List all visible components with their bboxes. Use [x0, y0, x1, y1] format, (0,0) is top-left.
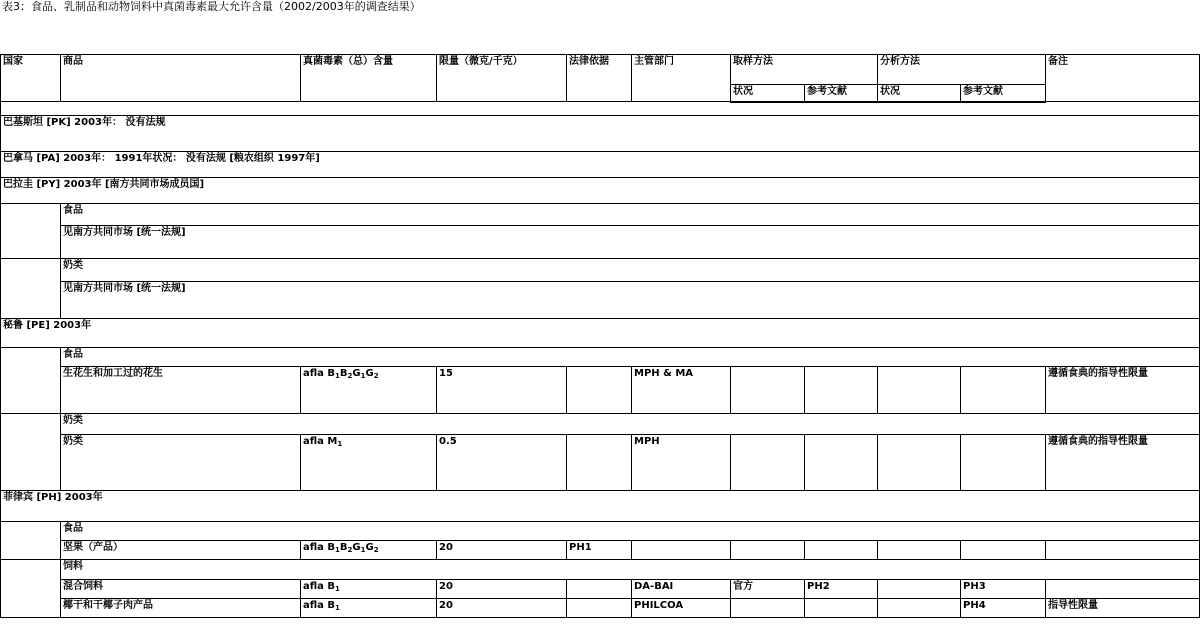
py-food-label-row [1, 204, 1200, 226]
ph-feed-label: 饲料 [61, 560, 1200, 580]
header-analysis-status: 状况 [878, 85, 961, 102]
ph-feed-1-sampling-ref: PH2 [805, 580, 878, 599]
ph-feed-2-sampling-status [731, 599, 805, 618]
ph-feed-label-row [1, 560, 1200, 580]
ph-feed-2-toxin: afla $B_1$ [301, 599, 437, 618]
pe-dairy-limit: 0.5 [437, 435, 567, 491]
pe-food-commodity: 生花生和加工过的花生 [61, 367, 301, 414]
country-ph: 菲律宾 [PH] 2003年 [1, 491, 1200, 522]
header-authority: 主管部门 [632, 55, 731, 102]
header-legal-basis: 法律依据 [567, 55, 632, 102]
ph-feed-1-authority: DA-BAI [632, 580, 731, 599]
py-food-note: 见南方共同市场 [统一法规] [61, 226, 1200, 259]
header-commodity: 商品 [61, 55, 301, 102]
header-sampling-status: 状况 [731, 85, 805, 102]
py-dairy-label-row [1, 259, 1200, 282]
ph-food-legal: PH1 [567, 541, 632, 560]
py-food-label: 食品 [61, 204, 1200, 226]
pe-food-limit: 15 [437, 367, 567, 414]
pe-food-toxin: afla $B_1B_2G_1G_2$ [301, 367, 437, 414]
ph-feed-1-remarks [1046, 580, 1200, 599]
pe-food-data-row [1, 367, 1200, 414]
ph-feed-2-sampling-ref [805, 599, 878, 618]
country-row-ph [1, 491, 1200, 522]
ph-food-commodity: 坚果（产品） [61, 541, 301, 560]
header-analysis-reference: 参考文献 [961, 85, 1046, 102]
pe-dairy-remarks: 遵循食典的指导性限量 [1046, 435, 1200, 491]
ph-feed-2-remarks: 指导性限量 [1046, 599, 1200, 618]
country-pa: 巴拿马 [PA] 2003年： 1991年状况： 没有法规 [粮农组织 1997年] [1, 152, 1200, 178]
header-row [1, 55, 1200, 85]
pe-food-label: 食品 [61, 348, 1200, 367]
country-row-pe [1, 319, 1200, 348]
country-py: 巴拉圭 [PY] 2003年 [南方共同市场成员国] [1, 178, 1200, 204]
ph-food-label-row [1, 522, 1200, 541]
mycotoxin-table [0, 54, 1200, 618]
ph-food-label: 食品 [61, 522, 1200, 541]
pe-dairy-toxin: afla $M_1$ [301, 435, 437, 491]
header-sampling: 取样方法 [731, 55, 878, 85]
pe-dairy-label: 奶类 [61, 414, 1200, 435]
country-row-py [1, 178, 1200, 204]
py-dairy-note: 见南方共同市场 [统一法规] [61, 282, 1200, 319]
ph-feed-2-analysis-ref: PH4 [961, 599, 1046, 618]
ph-food-limit: 20 [437, 541, 567, 560]
header-sampling-reference: 参考文献 [805, 85, 878, 102]
pe-dairy-label-row [1, 414, 1200, 435]
ph-feed-2-limit: 20 [437, 599, 567, 618]
ph-feed-1-commodity: 混合饲料 [61, 580, 301, 599]
pe-food-authority: MPH & MA [632, 367, 731, 414]
table-title: 表3：食品、乳制品和动物饲料中真菌毒素最大允许含量（2002/2003年的调查结果） [2, 0, 421, 13]
ph-feed-2-commodity: 椰干和干椰子肉产品 [61, 599, 301, 618]
ph-food-toxin: afla $B_1B_2G_1G_2$ [301, 541, 437, 560]
header-remarks: 备注 [1046, 55, 1200, 102]
header-country: 国家 [1, 55, 61, 102]
pe-food-label-row [1, 348, 1200, 367]
spacer-row [1, 102, 1200, 116]
country-pe: 秘鲁 [PE] 2003年 [1, 319, 1200, 348]
header-mycotoxin: 真菌毒素（总）含量 [301, 55, 437, 102]
header-limit: 限量（微克/千克） [437, 55, 567, 102]
ph-feed-1-analysis-ref: PH3 [961, 580, 1046, 599]
country-pk: 巴基斯坦 [PK] 2003年： 没有法规 [1, 116, 1200, 152]
ph-feed-1-limit: 20 [437, 580, 567, 599]
ph-feed-1-sampling-status: 官方 [731, 580, 805, 599]
ph-feed-row-1 [1, 580, 1200, 599]
ph-feed-1-toxin: afla $B_1$ [301, 580, 437, 599]
py-dairy-note-row [1, 282, 1200, 319]
ph-feed-row-2 [1, 599, 1200, 618]
pe-dairy-data-row [1, 435, 1200, 491]
pe-food-remarks: 遵循食典的指导性限量 [1046, 367, 1200, 414]
pe-dairy-authority: MPH [632, 435, 731, 491]
pe-dairy-commodity: 奶类 [61, 435, 301, 491]
ph-feed-2-authority: PHILCOA [632, 599, 731, 618]
py-food-note-row [1, 226, 1200, 259]
country-row-pk [1, 116, 1200, 152]
py-dairy-label: 奶类 [61, 259, 1200, 282]
header-analysis: 分析方法 [878, 55, 1046, 85]
country-row-pa [1, 152, 1200, 178]
ph-food-data-row [1, 541, 1200, 560]
